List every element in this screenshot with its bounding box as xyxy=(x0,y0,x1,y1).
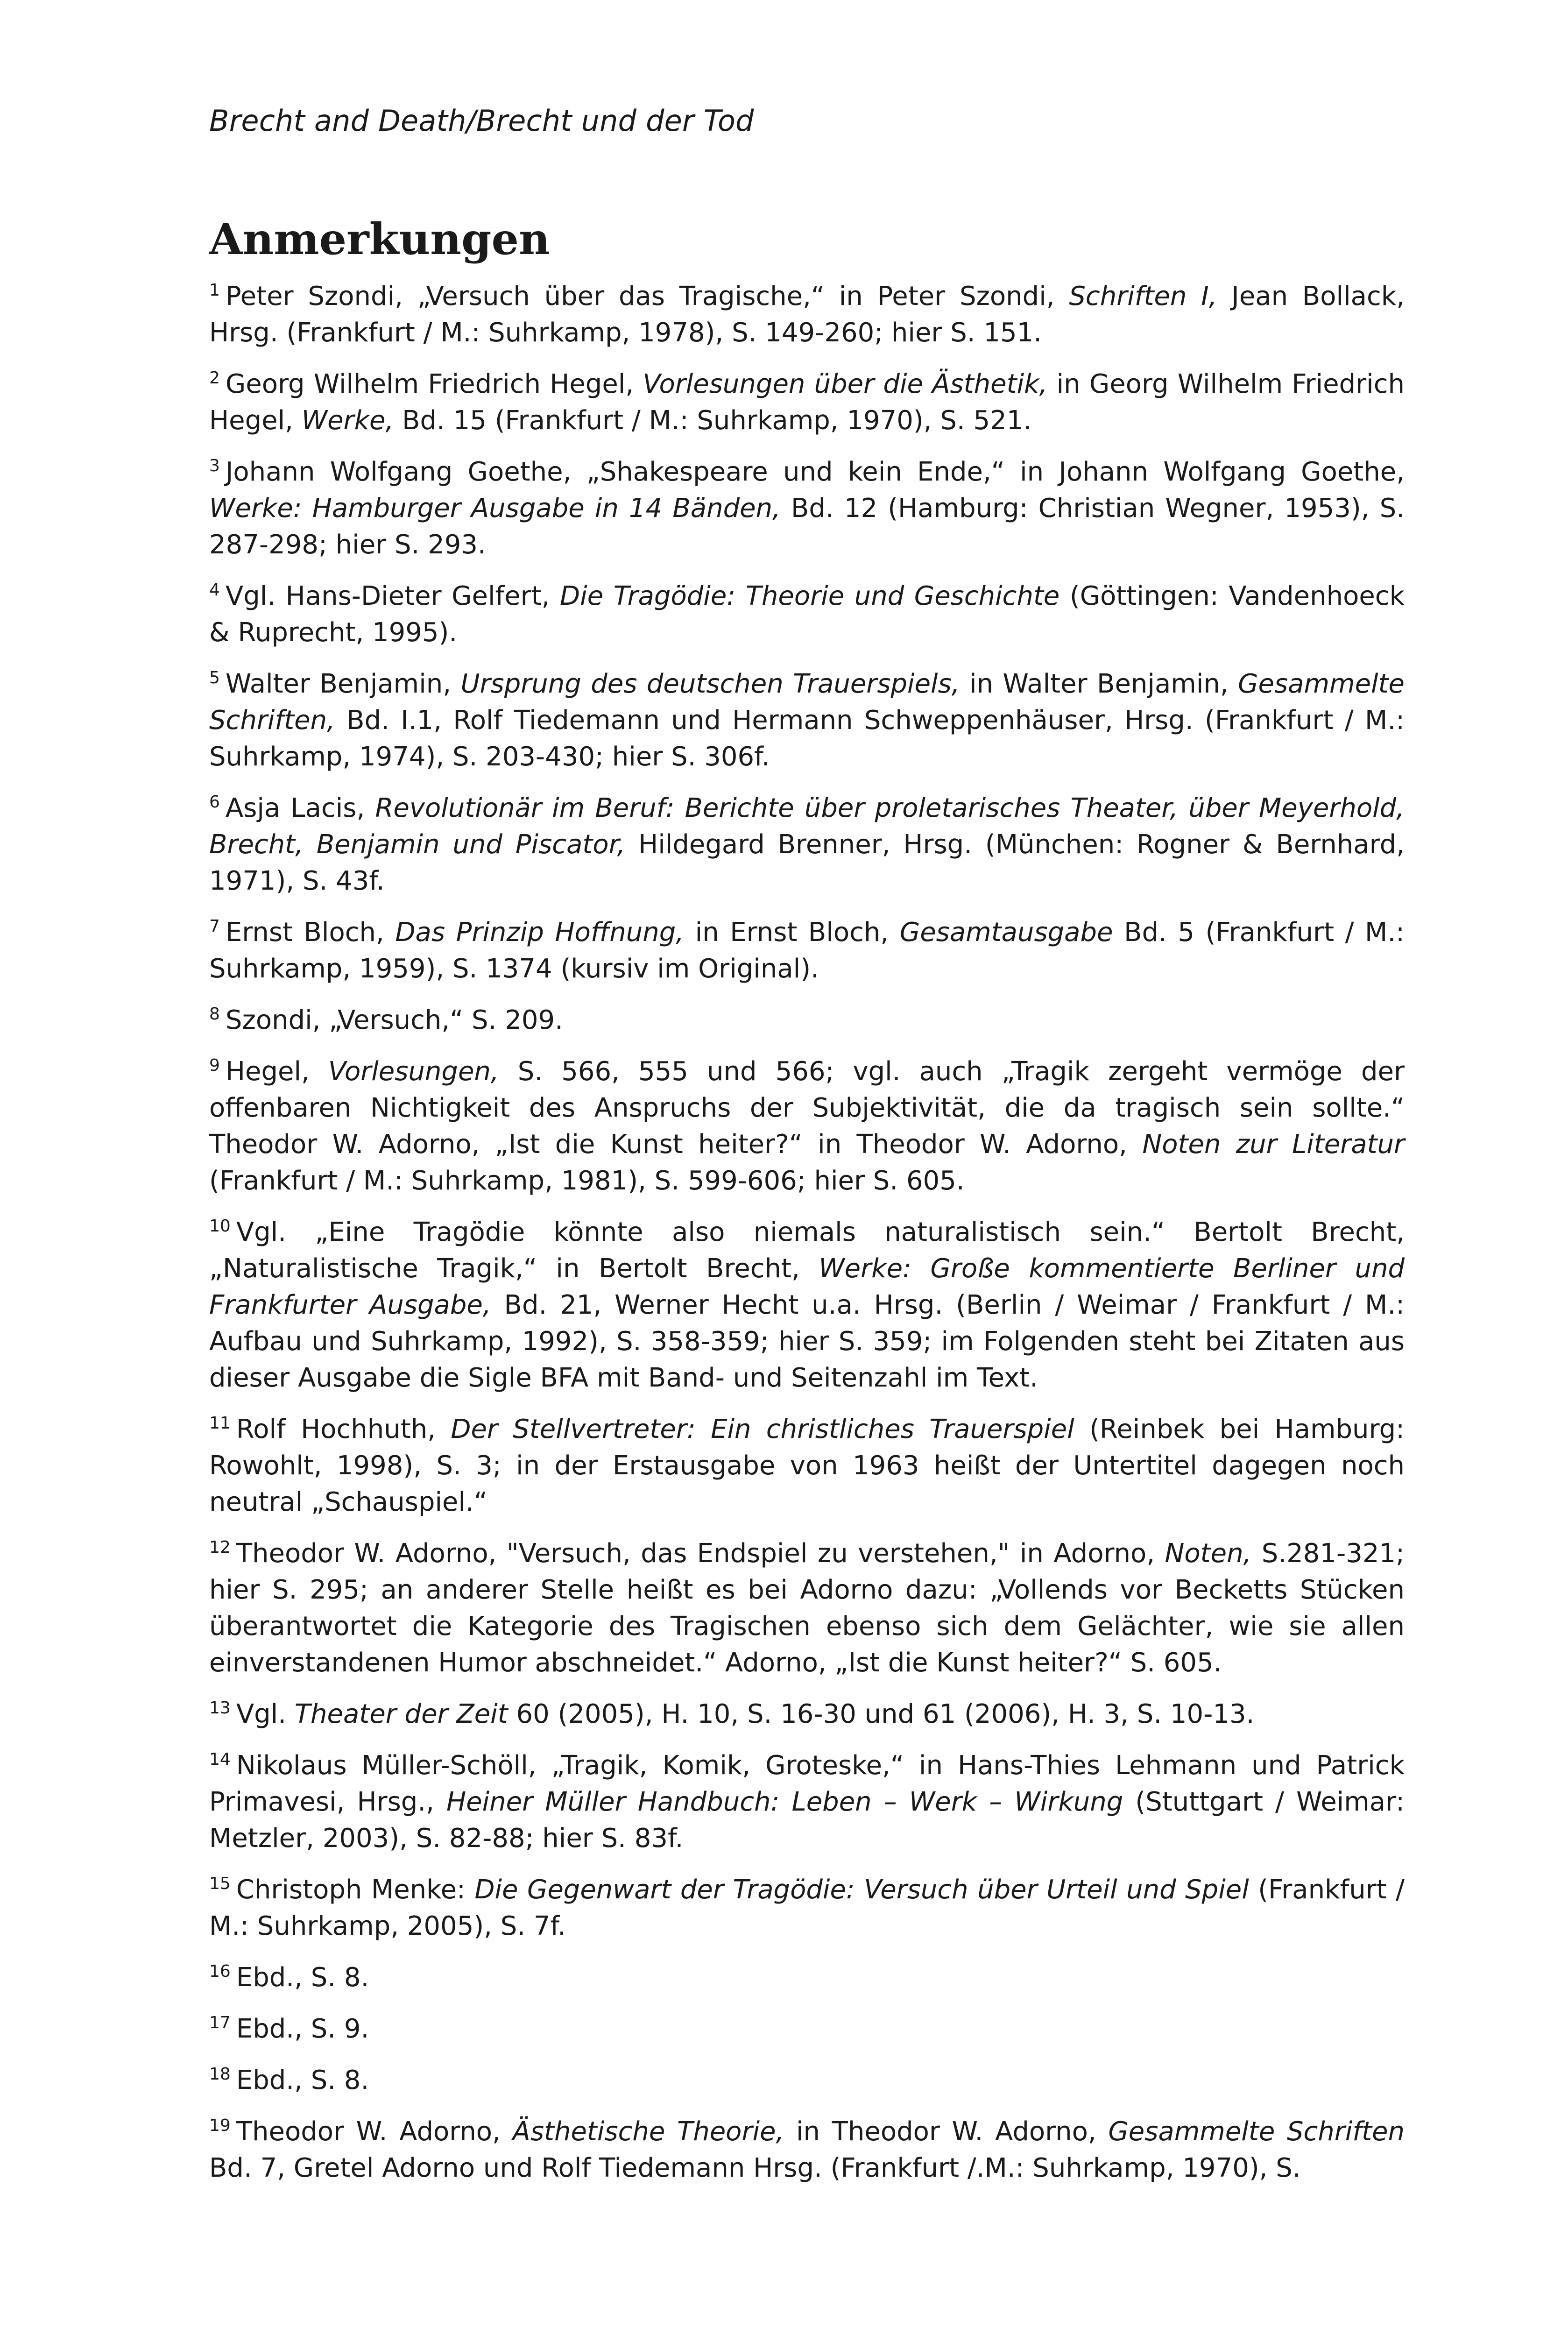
endnote-title: Der Stellvertreter: Ein christliches Trauerspiel xyxy=(451,1414,1074,1444)
endnote-text: Vgl. xyxy=(236,1699,295,1729)
endnote-number: 14 xyxy=(209,1750,231,1769)
endnote-number: 18 xyxy=(209,2065,231,2084)
endnote-text: in Georg Wilhelm Friedrich Hegel, xyxy=(209,369,1405,436)
endnote-number: 8 xyxy=(209,1005,220,1024)
endnote-1 xyxy=(209,278,1405,351)
endnote-18 xyxy=(209,2062,1405,2099)
endnote-number: 9 xyxy=(209,1056,220,1075)
endnote-4 xyxy=(209,578,1405,651)
endnote-title: Noten, xyxy=(1165,1538,1252,1569)
endnote-number: 16 xyxy=(209,1962,231,1981)
endnote-title: Gesamtausgabe xyxy=(899,917,1113,948)
endnote-text: Vgl. Hans-Dieter Gelfert, xyxy=(225,581,560,611)
endnote-16 xyxy=(209,1960,1405,1996)
endnote-number: 3 xyxy=(209,456,220,475)
endnote-text: Szondi, „Versuch,“ S. 209. xyxy=(225,1005,563,1035)
endnote-text: in Walter Benjamin, xyxy=(960,669,1238,699)
endnote-text: Bd. 15 (Frankfurt / M.: Suhrkamp, 1970), S. 521. xyxy=(394,405,1032,436)
endnote-text: Ebd., S. 8. xyxy=(236,1962,369,1993)
endnote-number: 5 xyxy=(209,668,220,687)
endnote-text: in Theodor W. Adorno, xyxy=(784,2116,1109,2147)
endnote-number: 10 xyxy=(209,1217,231,1236)
endnote-title: Das Prinzip Hoffnung, xyxy=(395,917,685,948)
endnote-text: Ebd., S. 9. xyxy=(236,2014,369,2044)
endnote-text: Ernst Bloch, xyxy=(225,917,396,948)
endnote-number: 7 xyxy=(209,917,220,936)
endnote-text: (Stuttgart / Weimar: Metzler, 2003), S. 82-88; hier S. 83f. xyxy=(209,1787,1405,1854)
endnote-text: in Ernst Bloch, xyxy=(684,917,900,948)
endnote-12 xyxy=(209,1535,1405,1681)
running-head: Brecht and Death/Brecht und der Tod xyxy=(209,104,754,138)
endnote-text: 60 (2005), H. 10, S. 16-30 und 61 (2006), H. 3, S. 10-13. xyxy=(508,1699,1255,1729)
endnote-number: 12 xyxy=(209,1538,231,1557)
endnote-text: Christoph Menke: xyxy=(236,1875,475,1905)
endnote-6 xyxy=(209,790,1405,899)
endnote-title: Die Tragödie: Theorie und Geschichte xyxy=(560,581,1060,611)
endnote-5 xyxy=(209,666,1405,775)
endnote-text: Hegel, xyxy=(225,1056,328,1087)
endnote-number: 17 xyxy=(209,2013,231,2032)
endnote-number: 2 xyxy=(209,368,220,388)
endnote-number: 15 xyxy=(209,1874,231,1893)
endnote-number: 6 xyxy=(209,792,220,812)
endnote-text: S. 566, 555 und 566; vgl. auch „Tragik zergeht vermöge der offenbaren Nichtigkeit des Anspruchs der Subjektivität, die da tragisch sein sollte.“ Theodor W. Adorno, „Ist die Kunst heiter?“ in Theodor W. Adorno, xyxy=(209,1056,1405,1160)
endnote-19 xyxy=(209,2114,1405,2186)
endnote-text: Bd. I.1, Rolf Tiedemann und Hermann Schweppenhäuser, Hrsg. (Frankfurt / M.: Suhrkamp, 1974), S. 203-430; hier S. 306f. xyxy=(209,705,1405,772)
endnote-7 xyxy=(209,914,1405,987)
endnote-17 xyxy=(209,2011,1405,2047)
endnote-text: Ebd., S. 8. xyxy=(236,2065,369,2095)
endnote-text: Asja Lacis, xyxy=(225,793,375,823)
endnote-text: Johann Wolfgang Goethe, „Shakespeare und kein Ende,“ in Johann Wolfgang Goethe, xyxy=(225,457,1405,487)
endnote-number: 13 xyxy=(209,1698,231,1718)
section-heading: Anmerkungen xyxy=(209,214,550,264)
endnote-text: (Frankfurt / M.: Suhrkamp, 1981), S. 599-606; hier S. 605. xyxy=(209,1166,965,1196)
endnote-text: Rolf Hochhuth, xyxy=(236,1414,451,1444)
endnote-text: (Frankfurt / M.: Suhrkamp, 2005), S. 7f. xyxy=(209,1875,1405,1941)
endnote-title: Theater der Zeit xyxy=(294,1699,508,1729)
endnotes-list xyxy=(209,278,1405,2201)
endnote-text: Bd. 21, Werner Hecht u.a. Hrsg. (Berlin / Weimar / Frankfurt / M.: Aufbau und Suhrkamp, 1992), S. 358-359; hier S. 359; im Folgenden steht bei Zitaten aus dieser Ausgabe die Sigle BFA mit Band- und Seitenzahl im Text. xyxy=(209,1290,1405,1393)
endnote-title: Schriften I, xyxy=(1069,281,1217,311)
endnote-10 xyxy=(209,1214,1405,1396)
endnote-text: Nikolaus Müller-Schöll, „Tragik, Komik, Groteske,“ in Hans-Thies Lehmann und Patrick Primavesi, Hrsg., xyxy=(209,1750,1405,1817)
endnote-title: Die Gegenwart der Tragödie: Versuch über Urteil und Spiel xyxy=(474,1875,1249,1905)
endnote-3 xyxy=(209,454,1405,563)
endnote-title: Werke: Hamburger Ausgabe in 14 Bänden, xyxy=(209,493,781,524)
endnote-title: Noten zur Literatur xyxy=(1142,1129,1405,1160)
endnote-title: Werke, xyxy=(301,405,394,436)
endnote-2 xyxy=(209,366,1405,439)
endnote-title: Vorlesungen über die Ästhetik, xyxy=(643,369,1048,399)
endnote-8 xyxy=(209,1002,1405,1039)
endnote-text: Walter Benjamin, xyxy=(225,669,461,699)
endnote-text: Peter Szondi, „Versuch über das Tragische,“ in Peter Szondi, xyxy=(225,281,1069,311)
endnote-text: Theodor W. Adorno, xyxy=(236,2116,513,2147)
endnote-14 xyxy=(209,1748,1405,1857)
endnote-11 xyxy=(209,1411,1405,1521)
endnote-text: Jean Bollack, Hrsg. (Frankfurt / M.: Suhrkamp, 1978), S. 149-260; hier S. 151. xyxy=(209,281,1405,348)
endnote-text: (Göttingen: Vandenhoeck & Ruprecht, 1995). xyxy=(209,581,1405,648)
endnote-title: Gesammelte Schriften xyxy=(1108,2116,1405,2147)
endnote-text: Theodor W. Adorno, "Versuch, das Endspiel zu verstehen," in Adorno, xyxy=(236,1538,1165,1569)
endnote-title: Werke: Große kommentierte Berliner und Frankfurter Ausgabe, xyxy=(209,1253,1405,1320)
endnote-text: Vgl. „Eine Tragödie könnte also niemals naturalistisch sein.“ Bertolt Brecht, „Naturalistische Tragik,“ in Bertolt Brecht, xyxy=(209,1217,1405,1284)
endnote-number: 11 xyxy=(209,1414,231,1433)
endnote-text: (Reinbek bei Hamburg: Rowohlt, 1998), S. 3; in der Erstausgabe von 1963 heißt der Untertitel dagegen noch neutral „Schauspiel.“ xyxy=(209,1414,1405,1517)
endnote-13 xyxy=(209,1696,1405,1733)
endnote-9 xyxy=(209,1054,1405,1199)
endnote-text: S.281-321; hier S. 295; an anderer Stelle heißt es bei Adorno dazu: „Vollends vor Becketts Stücken überantwortet die Kategorie des Tragischen ebenso sich dem Gelächter, wie sie allen einverstandenen Humor abschneidet.“ Adorno, „Ist die Kunst heiter?“ S. 605. xyxy=(209,1538,1405,1678)
endnote-title: Revolutionär im Beruf: Berichte über proletarisches Theater, über Meyerhold, Brecht, Benjamin und Piscator, xyxy=(209,793,1405,860)
endnote-number: 4 xyxy=(209,580,220,600)
endnote-number: 19 xyxy=(209,2116,231,2135)
endnote-title: Vorlesungen, xyxy=(328,1056,499,1087)
endnote-text: Bd. 12 (Hamburg: Christian Wegner, 1953), S. 287-298; hier S. 293. xyxy=(209,493,1405,560)
endnote-title: Heiner Müller Handbuch: Leben – Werk – Wirkung xyxy=(446,1787,1123,1817)
endnote-title: Ästhetische Theorie, xyxy=(512,2116,784,2147)
endnote-text: Hildegard Brenner, Hrsg. (München: Rogner & Bernhard, 1971), S. 43f. xyxy=(209,829,1405,896)
endnote-title: Gesammelte Schriften, xyxy=(209,669,1405,736)
endnote-text: Bd. 7, Gretel Adorno und Rolf Tiedemann Hrsg. (Frankfurt /.M.: Suhrkamp, 1970), S. xyxy=(209,2153,1301,2183)
endnote-number: 1 xyxy=(209,281,220,300)
endnote-text: Georg Wilhelm Friedrich Hegel, xyxy=(225,369,643,399)
endnote-text: Bd. 5 (Frankfurt / M.: Suhrkamp, 1959), S. 1374 (kursiv im Original). xyxy=(209,917,1405,984)
endnote-title: Ursprung des deutschen Trauerspiels, xyxy=(460,669,960,699)
endnote-15 xyxy=(209,1872,1405,1945)
